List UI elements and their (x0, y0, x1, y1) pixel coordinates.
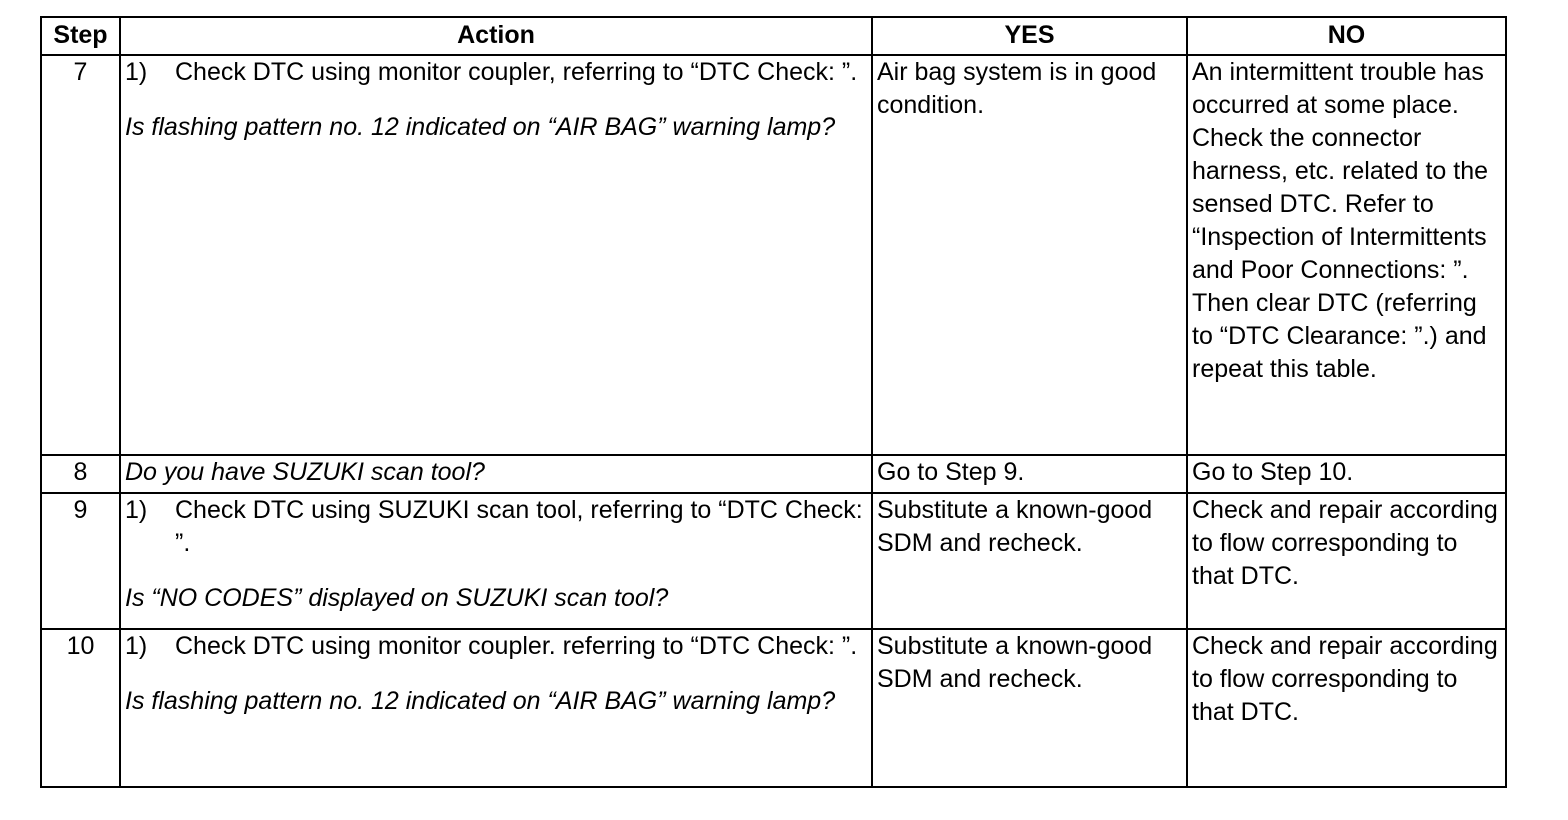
no-cell: An intermittent trouble has occurred at some place. Check the connector harness, etc. related to the sensed DTC. Refer to “Inspection of Intermittents and Poor Connections: ”. Then clear DTC (referring to “DTC Clearance: ”.) and repeat this table. (1187, 55, 1506, 455)
table-row (41, 55, 1506, 455)
yes-cell: Substitute a known-good SDM and recheck. (872, 493, 1187, 629)
no-cell: Go to Step 10. (1187, 455, 1506, 493)
action-item-text: Check DTC using monitor coupler. referring to “DTC Check: ”. (175, 632, 858, 660)
yes-cell: Go to Step 9. (872, 455, 1187, 493)
action-item-number: 1) (125, 58, 148, 86)
header-action: Action (120, 17, 872, 55)
action-item-number: 1) (125, 632, 148, 660)
yes-cell: Substitute a known-good SDM and recheck. (872, 629, 1187, 787)
step-number: 9 (41, 493, 120, 629)
action-question: Do you have SUZUKI scan tool? (120, 455, 872, 493)
action-cell (120, 629, 872, 787)
step-number: 7 (41, 55, 120, 455)
action-item (125, 630, 867, 663)
action-item-number: 1) (125, 496, 148, 524)
diagnostic-table (40, 16, 1507, 788)
table-row (41, 455, 1506, 493)
header-step: Step (41, 17, 120, 55)
step-number: 10 (41, 629, 120, 787)
header-no: NO (1187, 17, 1506, 55)
action-item (125, 494, 867, 560)
action-question: Is flashing pattern no. 12 indicated on “AIR BAG” warning lamp? (125, 687, 836, 715)
yes-cell: Air bag system is in good condition. (872, 55, 1187, 455)
no-cell: Check and repair according to flow corresponding to that DTC. (1187, 493, 1506, 629)
table-row (41, 629, 1506, 787)
action-question: Is flashing pattern no. 12 indicated on “AIR BAG” warning lamp? (125, 113, 836, 141)
action-item-text: Check DTC using SUZUKI scan tool, referring to “DTC Check: ”. (175, 496, 863, 557)
action-cell (120, 55, 872, 455)
action-item (125, 56, 867, 89)
table-row (41, 493, 1506, 629)
action-item-text: Check DTC using monitor coupler, referring to “DTC Check: ”. (175, 58, 858, 86)
header-row (41, 17, 1506, 55)
step-number: 8 (41, 455, 120, 493)
action-cell (120, 493, 872, 629)
no-cell: Check and repair according to flow corresponding to that DTC. (1187, 629, 1506, 787)
action-question: Is “NO CODES” displayed on SUZUKI scan tool? (125, 584, 669, 612)
header-yes: YES (872, 17, 1187, 55)
